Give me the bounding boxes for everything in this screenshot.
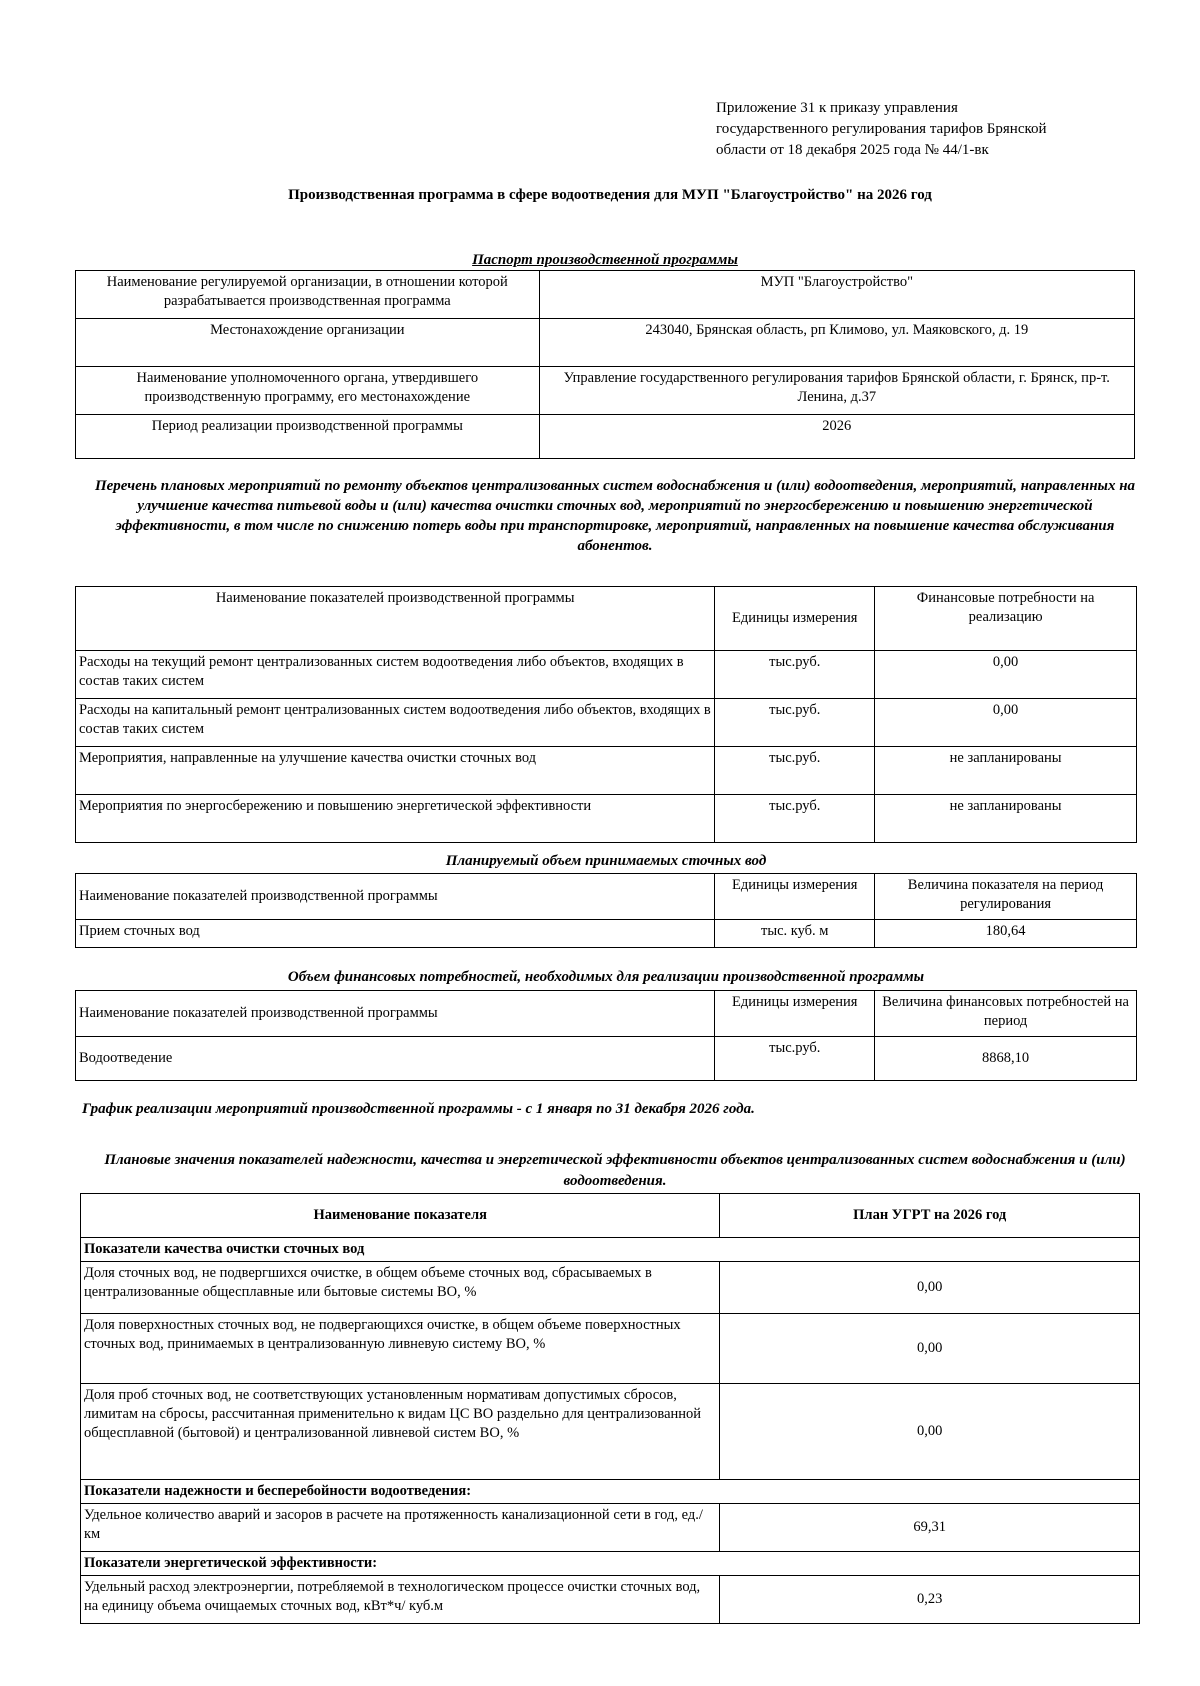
finance-table bbox=[75, 990, 1137, 1081]
passport-value: Управление государственного регулирования тарифов Брянской области, г. Брянск, пр-т. Ленина, д.37 bbox=[539, 367, 1134, 415]
passport-row bbox=[76, 271, 1135, 319]
value-cell: 180,64 bbox=[875, 920, 1137, 948]
indicator-name: Мероприятия по энергосбережению и повышению энергетической эффективности bbox=[76, 795, 715, 843]
header-cell: Финансовые потребности на реализацию bbox=[875, 587, 1137, 651]
indicator-name: Мероприятия, направленные на улучшение качества очистки сточных вод bbox=[76, 747, 715, 795]
header-cell: Величина финансовых потребностей на период bbox=[875, 991, 1137, 1037]
passport-row bbox=[76, 319, 1135, 367]
header-cell: Единицы измерения bbox=[715, 874, 875, 920]
passport-label: Местонахождение организации bbox=[76, 319, 540, 367]
value-cell: 0,00 bbox=[720, 1262, 1140, 1314]
indicator-name: Расходы на текущий ремонт централизованных систем водоотведения либо объектов, входящих в состав таких систем bbox=[76, 651, 715, 699]
table-row bbox=[76, 795, 1137, 843]
value-cell: 0,00 bbox=[875, 651, 1137, 699]
unit-cell: тыс.руб. bbox=[715, 747, 875, 795]
unit-cell: тыс.руб. bbox=[715, 651, 875, 699]
unit-cell: тыс.руб. bbox=[715, 699, 875, 747]
indicator-name: Прием сточных вод bbox=[76, 920, 715, 948]
appendix-line: государственного регулирования тарифов Брянской bbox=[716, 121, 1047, 137]
header-cell: Наименование показателей производственной программы bbox=[76, 587, 715, 651]
section-row bbox=[81, 1238, 1140, 1262]
section-heading: Показатели надежности и бесперебойности водоотведения: bbox=[81, 1480, 1140, 1504]
section-heading: Показатели энергетической эффективности: bbox=[81, 1552, 1140, 1576]
volume-table bbox=[75, 873, 1137, 948]
table-row bbox=[81, 1576, 1140, 1624]
indicators-title: Плановые значения показателей надежности, качества и энергетической эффективности объектов централизованных систем водоснабжения и (или) водоотведения. bbox=[104, 1152, 1126, 1189]
passport-label: Наименование уполномоченного органа, утвердившего производственную программу, его местонахождение bbox=[76, 367, 540, 415]
table-row bbox=[76, 747, 1137, 795]
header-cell: Единицы измерения bbox=[715, 991, 875, 1037]
indicator-name: Доля поверхностных сточных вод, не подвергающихся очистке, в общем объеме поверхностных сточных вод, принимаемых в централизованную ливневую систему ВО, % bbox=[81, 1314, 720, 1384]
indicator-name: Удельное количество аварий и засоров в расчете на протяженность канализационной сети в год, ед./км bbox=[81, 1504, 720, 1552]
header-cell: Единицы измерения bbox=[715, 587, 875, 651]
program-title: Производственная программа в сфере водоотведения для МУП "Благоустройство" на 2026 год bbox=[288, 187, 932, 203]
header-cell: Наименование показателя bbox=[81, 1194, 720, 1238]
indicator-name: Доля сточных вод, не подвергшихся очистке, в общем объеме сточных вод, сбрасываемых в централизованные общесплавные или бытовые системы ВО, % bbox=[81, 1262, 720, 1314]
table-header-row bbox=[76, 874, 1137, 920]
finance-title: Объем финансовых потребностей, необходимых для реализации производственной программы bbox=[287, 969, 925, 985]
table-header-row bbox=[76, 991, 1137, 1037]
passport-row bbox=[76, 415, 1135, 459]
passport-row bbox=[76, 367, 1135, 415]
value-cell: 0,00 bbox=[720, 1314, 1140, 1384]
section-heading: Показатели качества очистки сточных вод bbox=[81, 1238, 1140, 1262]
header-cell: Наименование показателей производственной программы bbox=[76, 991, 715, 1037]
passport-value: 2026 bbox=[539, 415, 1134, 459]
section-row bbox=[81, 1480, 1140, 1504]
appendix-line: области от 18 декабря 2025 года № 44/1-вк bbox=[716, 142, 989, 158]
indicators-table bbox=[80, 1193, 1140, 1624]
value-cell: 0,23 bbox=[720, 1576, 1140, 1624]
indicator-name: Доля проб сточных вод, не соответствующих установленным нормативам допустимых сбросов, лимитам на сбросы, рассчитанная применительно к видам ЦС ВО раздельно для централизованной общесплавной (бытовой) и централизованной ливневой систем ВО, % bbox=[81, 1384, 720, 1480]
passport-label: Наименование регулируемой организации, в отношении которой разрабатывается производственная программа bbox=[76, 271, 540, 319]
table-row bbox=[81, 1314, 1140, 1384]
header-cell: Величина показателя на период регулирования bbox=[875, 874, 1137, 920]
table-row bbox=[76, 699, 1137, 747]
table-row bbox=[81, 1504, 1140, 1552]
passport-title: Паспорт производственной программы bbox=[472, 252, 738, 268]
value-cell: 69,31 bbox=[720, 1504, 1140, 1552]
appendix-note bbox=[716, 98, 1136, 161]
passport-label: Период реализации производственной программы bbox=[76, 415, 540, 459]
appendix-line: Приложение 31 к приказу управления bbox=[716, 100, 958, 116]
unit-cell: тыс.руб. bbox=[715, 1037, 875, 1081]
value-cell: 8868,10 bbox=[875, 1037, 1137, 1081]
passport-value: МУП "Благоустройство" bbox=[539, 271, 1134, 319]
table-row bbox=[81, 1384, 1140, 1480]
indicator-name: Удельный расход электроэнергии, потребляемой в технологическом процессе очистки сточных вод, на единицу объема очищаемых сточных вод, кВт*ч/ куб.м bbox=[81, 1576, 720, 1624]
table-header-row bbox=[76, 587, 1137, 651]
volume-title: Планируемый объем принимаемых сточных вод bbox=[445, 853, 767, 869]
table-row bbox=[81, 1262, 1140, 1314]
section-row bbox=[81, 1552, 1140, 1576]
table-row bbox=[76, 651, 1137, 699]
value-cell: 0,00 bbox=[720, 1384, 1140, 1480]
value-cell: не запланированы bbox=[875, 747, 1137, 795]
table-row bbox=[76, 920, 1137, 948]
value-cell: не запланированы bbox=[875, 795, 1137, 843]
measures-table bbox=[75, 586, 1137, 843]
unit-cell: тыс.руб. bbox=[715, 795, 875, 843]
table-row bbox=[76, 1037, 1137, 1081]
header-cell: Наименование показателей производственной программы bbox=[76, 874, 715, 920]
schedule-note: График реализации мероприятий производственной программы - с 1 января по 31 декабря 2026 года. bbox=[82, 1101, 755, 1117]
passport-table bbox=[75, 270, 1135, 459]
table-header-row bbox=[81, 1194, 1140, 1238]
passport-value: 243040, Брянская область, рп Климово, ул. Маяковского, д. 19 bbox=[539, 319, 1134, 367]
header-cell: План УГРТ на 2026 год bbox=[720, 1194, 1140, 1238]
unit-cell: тыс. куб. м bbox=[715, 920, 875, 948]
indicator-name: Расходы на капитальный ремонт централизованных систем водоотведения либо объектов, входящих в состав таких систем bbox=[76, 699, 715, 747]
measures-title: Перечень плановых мероприятий по ремонту объектов централизованных систем водоснабжения и (или) водоотведения, мероприятий, направленных на улучшение качества питьевой воды и (или) качества очистки сточных вод, мероприятий по энергосбережению и повышению энергетической эффективности, в том числе по снижению потерь воды при транспортировке, мероприятий, направленных на повышение качества обслуживания абонентов. bbox=[94, 478, 1136, 554]
value-cell: 0,00 bbox=[875, 699, 1137, 747]
indicator-name: Водоотведение bbox=[76, 1037, 715, 1081]
